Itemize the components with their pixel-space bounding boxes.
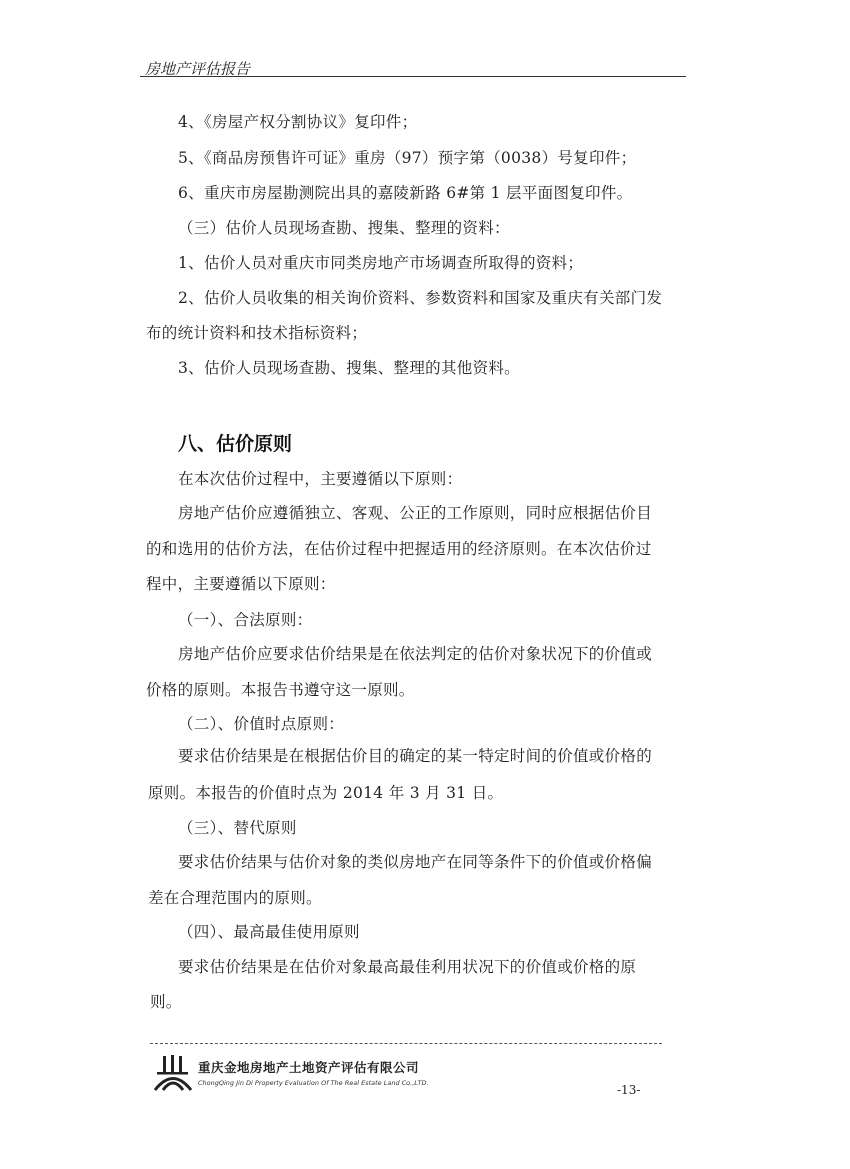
company-logo-icon: [153, 1055, 193, 1091]
text-line: 程中，主要遵循以下原则：: [146, 575, 336, 593]
text-line: 1、估价人员对重庆市同类房地产市场调查所取得的资料；: [178, 254, 584, 272]
text-line: （三）估价人员现场查勘、搜集、整理的资料：: [178, 219, 510, 237]
text-line: 3、估价人员现场查勘、搜集、整理的其他资料。: [178, 359, 520, 377]
text-line: 2、估价人员收集的相关询价资料、参数资料和国家及重庆有关部门发: [178, 289, 663, 307]
header-title: 房地产评估报告: [145, 60, 251, 78]
page-number: -13-: [617, 1083, 641, 1097]
company-name-en: ChongQing Jin Di Property Evaluation Of The Real Estate Land Co.,LTD.: [198, 1079, 429, 1087]
text-line: 4、《房屋产权分割协议》复印件；: [178, 113, 418, 131]
text-line: 则。: [150, 993, 182, 1011]
text-line: 房地产估价应遵循独立、客观、公正的工作原则，同时应根据估价目: [178, 504, 653, 522]
section-heading: 八、估价原则: [178, 433, 293, 455]
text-line: 5、《商品房预售许可证》重房（97）预字第（0038）号复印件；: [178, 149, 637, 167]
text-line: 布的统计资料和技术指标资料；: [146, 324, 368, 342]
text-line: 要求估价结果是在根据估价目的确定的某一特定时间的价值或价格的: [178, 747, 653, 765]
text-line: 的和选用的估价方法，在估价过程中把握适用的经济原则。在本次估价过: [146, 540, 652, 558]
text-line: （一）、合法原则：: [178, 611, 313, 629]
footer-rule: [150, 1043, 662, 1044]
text-line: （二）、价值时点原则：: [178, 715, 345, 733]
text-line: 差在合理范围内的原则。: [148, 889, 322, 907]
company-name-cn: 重庆金地房地产土地资产评估有限公司: [198, 1060, 420, 1075]
text-line: （三）、替代原则: [178, 819, 297, 837]
text-line: 价格的原则。本报告书遵守这一原则。: [146, 681, 415, 699]
text-line: （四）、最高最佳使用原则: [178, 923, 360, 941]
text-line: 原则。本报告的价值时点为 2014 年 3 月 31 日。: [148, 784, 504, 802]
text-line: 房地产估价应要求估价结果是在依法判定的估价对象状况下的价值或: [178, 645, 653, 663]
text-line: 要求估价结果与估价对象的类似房地产在同等条件下的价值或价格偏: [178, 853, 653, 871]
text-line: 要求估价结果是在估价对象最高最佳利用状况下的价值或价格的原: [178, 958, 637, 976]
text-line: 在本次估价过程中，主要遵循以下原则：: [178, 470, 463, 488]
text-line: 6、重庆市房屋勘测院出具的嘉陵新路 6#第 1 层平面图复印件。: [178, 184, 633, 202]
header-rule: [140, 76, 686, 77]
